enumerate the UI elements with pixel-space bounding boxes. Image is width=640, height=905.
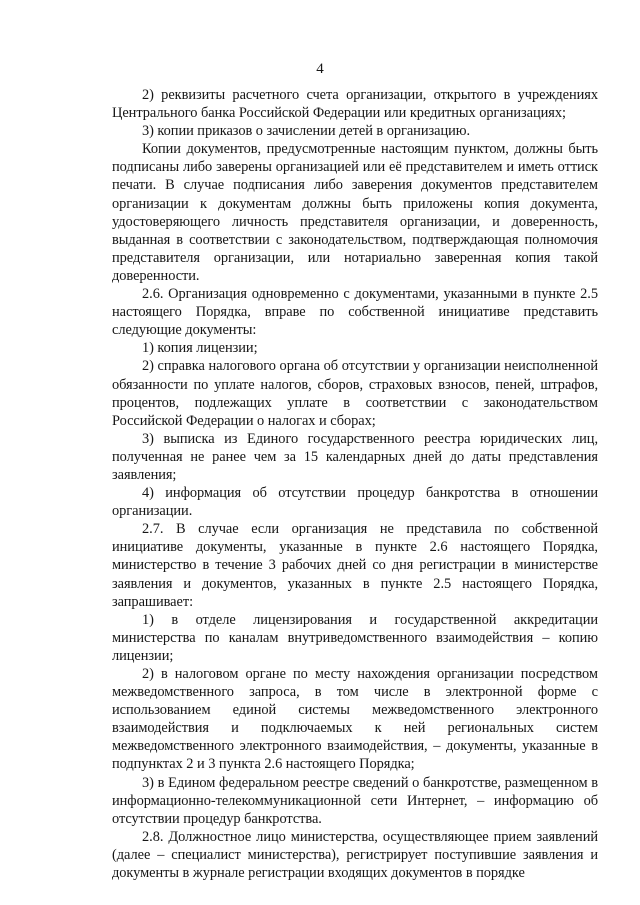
paragraph-bankruptcy-info: 4) информация об отсутствии процедур банкротства в отношении организации. xyxy=(112,485,598,520)
paragraph-document-copies: Копии документов, предусмотренные настоящим пунктом, должны быть подписаны либо заверены организацией или её представителем и иметь оттиск печати. В случае подписания либо заверения документов представителем организации к документам должны быть приложены копия документа, удостоверяющего личность представителя организации, и доверенность, выданная в соответствии с законодательством, подтверждающая полномочия представителя организации, или нотариально заверенная копия такой доверенности. xyxy=(112,141,598,284)
paragraph-tax-certificate: 2) справка налогового органа об отсутствии у организации неисполненной обязанности по уплате налогов, сборов, страховых взносов, пеней, штрафов, процентов, подлежащих уплате в соответствии с законодательством Российской Федерации о налогах и сборах; xyxy=(112,358,598,429)
page-number: 4 xyxy=(316,61,324,77)
paragraph-enrollment-orders: 3) копии приказов о зачислении детей в организацию. xyxy=(142,123,471,140)
paragraph-registry-extract: 3) выписка из Единого государственного реестра юридических лиц, полученная не ранее чем за 15 календарных дней до даты представления заявления; xyxy=(112,430,598,483)
paragraph-section-2-7: 2.7. В случае если организация не представила по собственной инициативе документы, указанные в пункте 2.6 настоящего Порядка, министерство в течение 3 рабочих дней со дня регистрации в министерстве заявления и документов, указанных в пункте 2.5 настоящего Порядка, запрашивает: xyxy=(112,521,598,610)
paragraph-tax-authority: 2) в налоговом органе по месту нахождения организации посредством межведомственного запроса, в том числе в электронной форме с использованием единой системы межведомственного электронного взаимодействия и подключаемых к ней региональных систем межведомственного электронного взаимодействия, – документы, указанные в подпунктах 2 и 3 пункта 2.6 настоящего Порядка; xyxy=(112,666,598,773)
paragraph-bankruptcy-registry: 3) в Едином федеральном реестре сведений о банкротстве, размещенном в информационно-телекоммуникационной сети Интернет, – информацию об отсутствии процедур банкротства. xyxy=(112,774,598,827)
paragraph-section-2-8: 2.8. Должностное лицо министерства, осуществляющее прием заявлений (далее – специалист министерства), регистрирует поступившие заявления и документы в журнале регистрации входящих документов в порядке xyxy=(112,828,598,882)
paragraph-section-2-6: 2.6. Организация одновременно с документами, указанными в пункте 2.5 настоящего Порядка, вправе по собственной инициативе представить следующие документы: xyxy=(112,286,598,339)
document-body xyxy=(112,86,598,882)
paragraph-license-copy: 1) копия лицензии; xyxy=(142,340,258,357)
paragraph-requisites: 2) реквизиты расчетного счета организации, открытого в учреждениях Центрального банка Российской Федерации или кредитных организациях; xyxy=(112,87,598,122)
paragraph-licensing-department: 1) в отделе лицензирования и государственной аккредитации министерства по каналам внутриведомственного взаимодействия – копию лицензии; xyxy=(112,611,598,664)
